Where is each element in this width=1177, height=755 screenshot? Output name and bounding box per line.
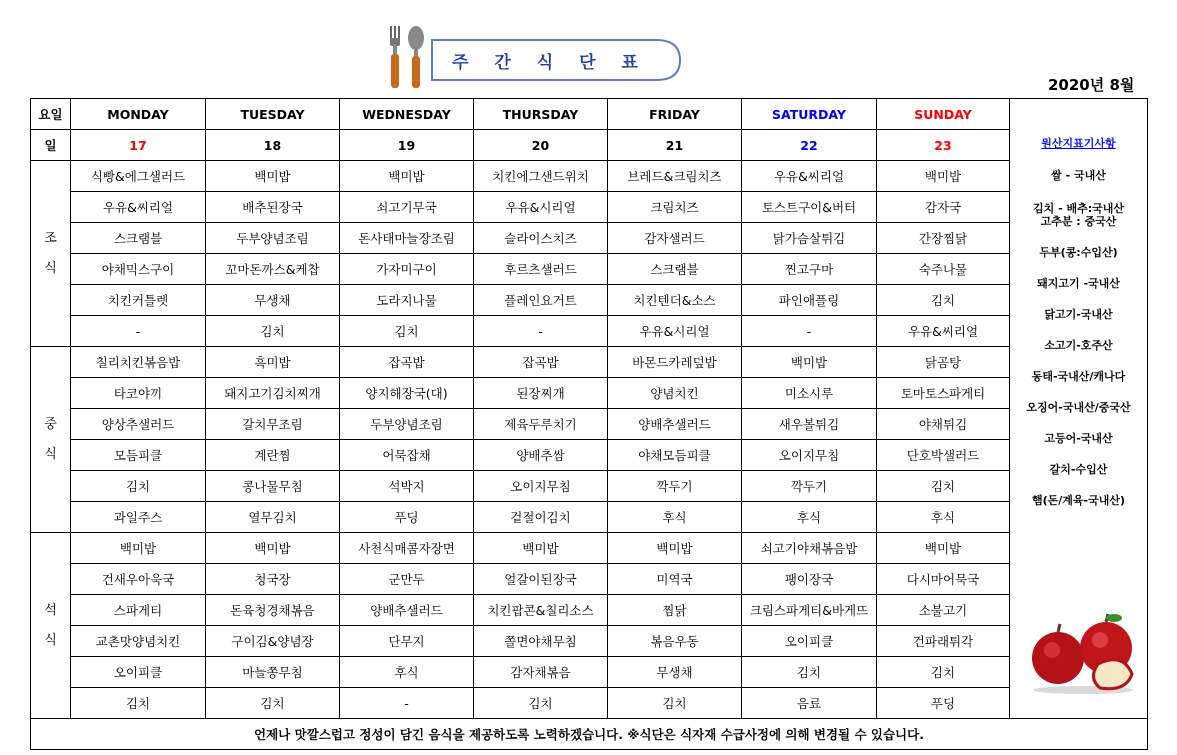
date-header-label: 일 — [31, 130, 71, 161]
footer-note: 언제나 맛깔스럽고 정성이 담긴 음식을 제공하도록 노력하겠습니다. ※식단은 식자재 수급사정에 의해 변경될 수 있습니다. — [31, 719, 1148, 750]
day-date: 19 — [340, 130, 474, 161]
menu-item: 콩나물무침 — [206, 471, 340, 502]
table-row — [31, 688, 1148, 719]
menu-item: 치킨커틀렛 — [71, 285, 206, 316]
menu-item: 오이지무침 — [474, 471, 608, 502]
menu-item: 잡곡밥 — [340, 347, 474, 378]
menu-item: 교촌맛양념치킨 — [71, 626, 206, 657]
day-date: 21 — [608, 130, 742, 161]
menu-item: 토마토스파게티 — [877, 378, 1010, 409]
menu-item: 음료 — [742, 688, 877, 719]
day-header-label: 요일 — [31, 99, 71, 130]
meal-label — [31, 347, 71, 533]
meal-label — [31, 533, 71, 719]
origin-item: 소고기-호주산 — [1044, 339, 1113, 352]
origin-item: 고추분 : 중국산 — [1040, 215, 1117, 228]
menu-item: 다시마어묵국 — [877, 564, 1010, 595]
meal-label-line: 식 — [44, 632, 57, 648]
menu-item: 양배추쌈 — [474, 440, 608, 471]
meal-label-line: 식 — [44, 446, 57, 462]
menu-item: 오이피클 — [71, 657, 206, 688]
menu-item: 오이지무침 — [742, 440, 877, 471]
menu-item: 푸딩 — [877, 688, 1010, 719]
menu-item: 칠리치킨볶음밥 — [71, 347, 206, 378]
menu-item: 군만두 — [340, 564, 474, 595]
menu-item: 도라지나물 — [340, 285, 474, 316]
day-name-sunday: SUNDAY — [877, 99, 1010, 130]
day-date: 18 — [206, 130, 340, 161]
origin-item: 갈치-수입산 — [1049, 463, 1108, 476]
meal-label-line: 석 — [44, 602, 57, 618]
menu-item: 돈육청경채볶음 — [206, 595, 340, 626]
table-row — [31, 223, 1148, 254]
menu-item: 백미밥 — [877, 533, 1010, 564]
menu-item: 백미밥 — [877, 161, 1010, 192]
menu-item: 백미밥 — [340, 161, 474, 192]
menu-item: 흑미밥 — [206, 347, 340, 378]
menu-item: 백미밥 — [206, 161, 340, 192]
menu-item: 소불고기 — [877, 595, 1010, 626]
menu-item: 스파게티 — [71, 595, 206, 626]
day-name-saturday: SATURDAY — [742, 99, 877, 130]
menu-item: 양배추샐러드 — [340, 595, 474, 626]
menu-item: 백미밥 — [71, 533, 206, 564]
menu-item: 간장찜닭 — [877, 223, 1010, 254]
origin-item: 쌀 - 국내산 — [1051, 169, 1106, 182]
day-name: WEDNESDAY — [340, 99, 474, 130]
menu-item: 두부양념조림 — [206, 223, 340, 254]
table-row — [31, 440, 1148, 471]
menu-item: 미역국 — [608, 564, 742, 595]
menu-item: 찜닭 — [608, 595, 742, 626]
origin-item: 고등어-국내산 — [1044, 432, 1113, 445]
menu-item: 볶음우동 — [608, 626, 742, 657]
menu-item: 백미밥 — [474, 533, 608, 564]
origin-item: 김치 - 배추:국내산 — [1032, 202, 1124, 215]
table-row — [31, 471, 1148, 502]
menu-item: 과일주스 — [71, 502, 206, 533]
menu-item: 쫄면야채무침 — [474, 626, 608, 657]
menu-item: 슬라이스치즈 — [474, 223, 608, 254]
menu-item: 바몬드카레덮밥 — [608, 347, 742, 378]
menu-item: 두부양념조림 — [340, 409, 474, 440]
menu-item: 후식 — [742, 502, 877, 533]
origin-item: 닭고기-국내산 — [1044, 308, 1113, 321]
menu-item: 브레드&크림치즈 — [608, 161, 742, 192]
menu-item: 무생채 — [206, 285, 340, 316]
table-row — [31, 657, 1148, 688]
table-row — [31, 347, 1148, 378]
menu-item: 감자샐러드 — [608, 223, 742, 254]
meal-label-line: 식 — [44, 260, 57, 276]
menu-item: 김치 — [474, 688, 608, 719]
menu-item: 김치 — [877, 285, 1010, 316]
origin-item: 두부(콩:수입산) — [1039, 246, 1118, 259]
menu-item: 김치 — [742, 657, 877, 688]
menu-item: 얼갈이된장국 — [474, 564, 608, 595]
origin-title[interactable]: 원산지표기사항 — [1041, 137, 1116, 150]
menu-item: 갈치무조림 — [206, 409, 340, 440]
menu-item: 양상추샐러드 — [71, 409, 206, 440]
menu-item: 김치 — [206, 688, 340, 719]
menu-item: 후르츠샐러드 — [474, 254, 608, 285]
menu-item: 우유&시리얼 — [474, 192, 608, 223]
menu-item: 김치 — [877, 471, 1010, 502]
menu-item: 단호박샐러드 — [877, 440, 1010, 471]
menu-item: 쇠고기무국 — [340, 192, 474, 223]
menu-item: 타코야끼 — [71, 378, 206, 409]
menu-item: 김치 — [340, 316, 474, 347]
menu-item: 오이피클 — [742, 626, 877, 657]
table-row — [31, 564, 1148, 595]
menu-item: 양지해장국(대) — [340, 378, 474, 409]
menu-item: 사천식매콤자장면 — [340, 533, 474, 564]
menu-item: 배추된장국 — [206, 192, 340, 223]
menu-item: 백미밥 — [742, 347, 877, 378]
menu-item: 김치 — [608, 688, 742, 719]
menu-item: 가자미구이 — [340, 254, 474, 285]
menu-item: 김치 — [877, 657, 1010, 688]
menu-item: - — [474, 316, 608, 347]
menu-item: 제육두루치기 — [474, 409, 608, 440]
menu-item: 우유&씨리얼 — [877, 316, 1010, 347]
menu-item: 푸딩 — [340, 502, 474, 533]
menu-item: 스크램블 — [608, 254, 742, 285]
menu-item: 크림스파게티&바게뜨 — [742, 595, 877, 626]
origin-item: 오징어-국내산/중국산 — [1026, 401, 1131, 414]
table-row — [31, 533, 1148, 564]
menu-item: 석박지 — [340, 471, 474, 502]
menu-item: - — [71, 316, 206, 347]
origin-item: 햄(돈/계육-국내산) — [1031, 494, 1126, 507]
menu-item: 구이김&양념장 — [206, 626, 340, 657]
menu-item: 후식 — [340, 657, 474, 688]
day-date: 17 — [71, 130, 206, 161]
table-row — [31, 409, 1148, 440]
menu-item: 치킨텐더&소스 — [608, 285, 742, 316]
menu-item: 무생채 — [608, 657, 742, 688]
table-row — [31, 595, 1148, 626]
menu-item: 김치 — [71, 688, 206, 719]
menu-item: 파인애플링 — [742, 285, 877, 316]
menu-item: 후식 — [877, 502, 1010, 533]
menu-item: 팽이장국 — [742, 564, 877, 595]
menu-item: 찐고구마 — [742, 254, 877, 285]
menu-item: 건파래튀각 — [877, 626, 1010, 657]
menu-item: 우유&씨리얼 — [742, 161, 877, 192]
menu-item: 미소시루 — [742, 378, 877, 409]
menu-item: 깍두기 — [742, 471, 877, 502]
menu-item: 감자채볶음 — [474, 657, 608, 688]
menu-item: 야채모듬피클 — [608, 440, 742, 471]
menu-item: 감자국 — [877, 192, 1010, 223]
menu-item: 야채믹스구이 — [71, 254, 206, 285]
table-row — [31, 316, 1148, 347]
footer-row — [31, 719, 1148, 750]
day-name: TUESDAY — [206, 99, 340, 130]
origin-item: 동태-국내산/캐나다 — [1031, 370, 1126, 383]
menu-item: 어묵잡채 — [340, 440, 474, 471]
menu-item: - — [340, 688, 474, 719]
menu-item: 숙주나물 — [877, 254, 1010, 285]
menu-item: 치킨에그샌드위치 — [474, 161, 608, 192]
menu-item: 토스트구이&버터 — [742, 192, 877, 223]
menu-item: 크림치즈 — [608, 192, 742, 223]
table-row — [31, 192, 1148, 223]
meal-label-line: 중 — [44, 416, 57, 432]
menu-item: 김치 — [206, 316, 340, 347]
day-date-sunday: 23 — [877, 130, 1010, 161]
weekly-menu-table — [30, 98, 1148, 750]
menu-item: - — [742, 316, 877, 347]
menu-item: 양념치킨 — [608, 378, 742, 409]
date-label: 2020년 8월 — [1048, 76, 1135, 94]
menu-item: 꼬마돈까스&케찹 — [206, 254, 340, 285]
table-row — [31, 502, 1148, 533]
menu-item: 양배추샐러드 — [608, 409, 742, 440]
menu-item: 후식 — [608, 502, 742, 533]
menu-item: 열무김치 — [206, 502, 340, 533]
date-header-row — [31, 130, 1148, 161]
apple-image — [1028, 612, 1138, 694]
menu-item: 청국장 — [206, 564, 340, 595]
menu-item: 식빵&에그샐러드 — [71, 161, 206, 192]
menu-item: 닭가슴살튀김 — [742, 223, 877, 254]
menu-item: 야채튀김 — [877, 409, 1010, 440]
menu-item: 닭곰탕 — [877, 347, 1010, 378]
menu-item: 플레인요거트 — [474, 285, 608, 316]
menu-item: 돈사태마늘장조림 — [340, 223, 474, 254]
day-date-saturday: 22 — [742, 130, 877, 161]
menu-item: 깍두기 — [608, 471, 742, 502]
page-title: 주 간 식 단 표 — [452, 52, 648, 73]
day-name: MONDAY — [71, 99, 206, 130]
menu-item: 우유&시리얼 — [608, 316, 742, 347]
menu-item: 스크램블 — [71, 223, 206, 254]
menu-item: 모듬피클 — [71, 440, 206, 471]
day-name: FRIDAY — [608, 99, 742, 130]
table-row — [31, 161, 1148, 192]
day-name: THURSDAY — [474, 99, 608, 130]
menu-item: 우유&씨리얼 — [71, 192, 206, 223]
menu-item: 건새우아욱국 — [71, 564, 206, 595]
menu-item: 돼지고기김치찌개 — [206, 378, 340, 409]
menu-item: 계란찜 — [206, 440, 340, 471]
table-row — [31, 626, 1148, 657]
menu-item: 단무지 — [340, 626, 474, 657]
menu-item: 된장찌개 — [474, 378, 608, 409]
menu-item: 백미밥 — [206, 533, 340, 564]
menu-item: 김치 — [71, 471, 206, 502]
menu-item: 마늘쫑무침 — [206, 657, 340, 688]
fork-spoon-icon — [377, 24, 435, 90]
menu-item: 잡곡밥 — [474, 347, 608, 378]
table-row — [31, 378, 1148, 409]
day-header-row — [31, 99, 1148, 130]
menu-item: 새우볼튀김 — [742, 409, 877, 440]
meal-label-line: 조 — [44, 230, 57, 246]
menu-item: 겉절이김치 — [474, 502, 608, 533]
table-row — [31, 285, 1148, 316]
origin-item: 돼지고기 -국내산 — [1037, 277, 1120, 290]
menu-item: 쇠고기야채볶음밥 — [742, 533, 877, 564]
menu-item: 백미밥 — [608, 533, 742, 564]
meal-label — [31, 161, 71, 347]
menu-item: 치킨팝콘&칠리소스 — [474, 595, 608, 626]
day-date: 20 — [474, 130, 608, 161]
table-row — [31, 254, 1148, 285]
